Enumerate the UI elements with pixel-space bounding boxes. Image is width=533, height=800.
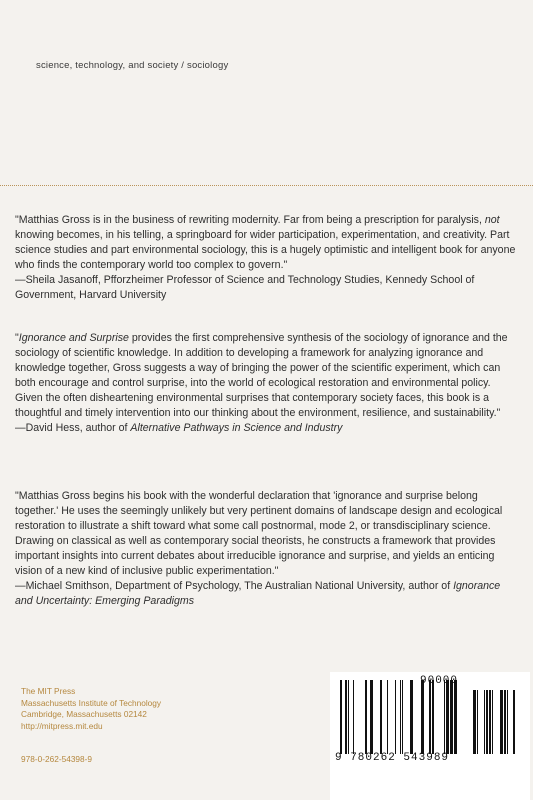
endorsement-attribution: —Michael Smithson, Department of Psychology, The Australian National University, author of Ignorance and Uncertainty: Emerging Paradigms xyxy=(15,580,501,607)
endorsement-attribution: —David Hess, author of Alternative Pathways in Science and Industry xyxy=(15,422,343,434)
isbn-text: 978-0-262-54398-9 xyxy=(21,754,93,764)
endorsement-attribution: —Sheila Jasanoff, Pfforzheimer Professor of Science and Technology Studies, Kennedy School of Government, Harvard University xyxy=(15,274,475,301)
endorsement-quote: "Matthias Gross begins his book with the wonderful declaration that 'ignorance and surprise belong together.' He uses the seemingly unlikely but very pertinent domains of landscape design and ecological restoration to illustrate a shift toward what some call postnormal, mode 2, or transdisciplinary science. Drawing on classical as well as contemporary social theorists, he constructs a framework that provides important insights into current debates about irreducible ignorance and surprise, and yields an enticing vision of a new kind of inclusive public experimentation." xyxy=(15,490,503,577)
dotted-divider xyxy=(0,185,533,186)
endorsement-hess xyxy=(15,331,517,436)
endorsement-jasanoff xyxy=(15,213,517,303)
endorsement-smithson xyxy=(15,489,517,609)
endorsement-quote: "Matthias Gross is in the business of rewriting modernity. Far from being a prescription for paralysis, not knowing becomes, in his telling, a springboard for wider participation, experimentation, and creativity. Part science studies and part environmental sociology, this is a hugely optimistic and intelligent book for anyone who finds the contemporary world too complex to govern." xyxy=(15,214,516,271)
barcode-number: 9 780262 543989 xyxy=(335,752,450,764)
publisher-url: http://mitpress.mit.edu xyxy=(21,720,103,731)
endorsement-quote: "Ignorance and Surprise provides the first comprehensive synthesis of the sociology of ignorance and the sociology of scientific knowledge. In addition to developing a framework for analyzing ignorance and knowledge together, Gross suggests a way of bringing the power of the scientific experiment, which can both encourage and control surprise, into the world of ecological restoration and environmental policy. Given the often disheartening environmental surprises that contemporary society faces, this book is a thoughtful and timely intervention into our thinking about the environment, resilience, and sustainability." xyxy=(15,332,508,419)
publisher-name: The MIT Press xyxy=(21,686,76,696)
publisher-city: Cambridge, Massachusetts 02142 xyxy=(21,709,147,720)
category-label: science, technology, and society / sociology xyxy=(36,60,229,71)
barcode-price-code: 90000 xyxy=(420,675,459,687)
barcode-bars xyxy=(330,672,530,800)
publisher-institution: Massachusetts Institute of Technology xyxy=(21,697,162,708)
barcode xyxy=(330,672,530,800)
publisher-block xyxy=(21,686,161,732)
